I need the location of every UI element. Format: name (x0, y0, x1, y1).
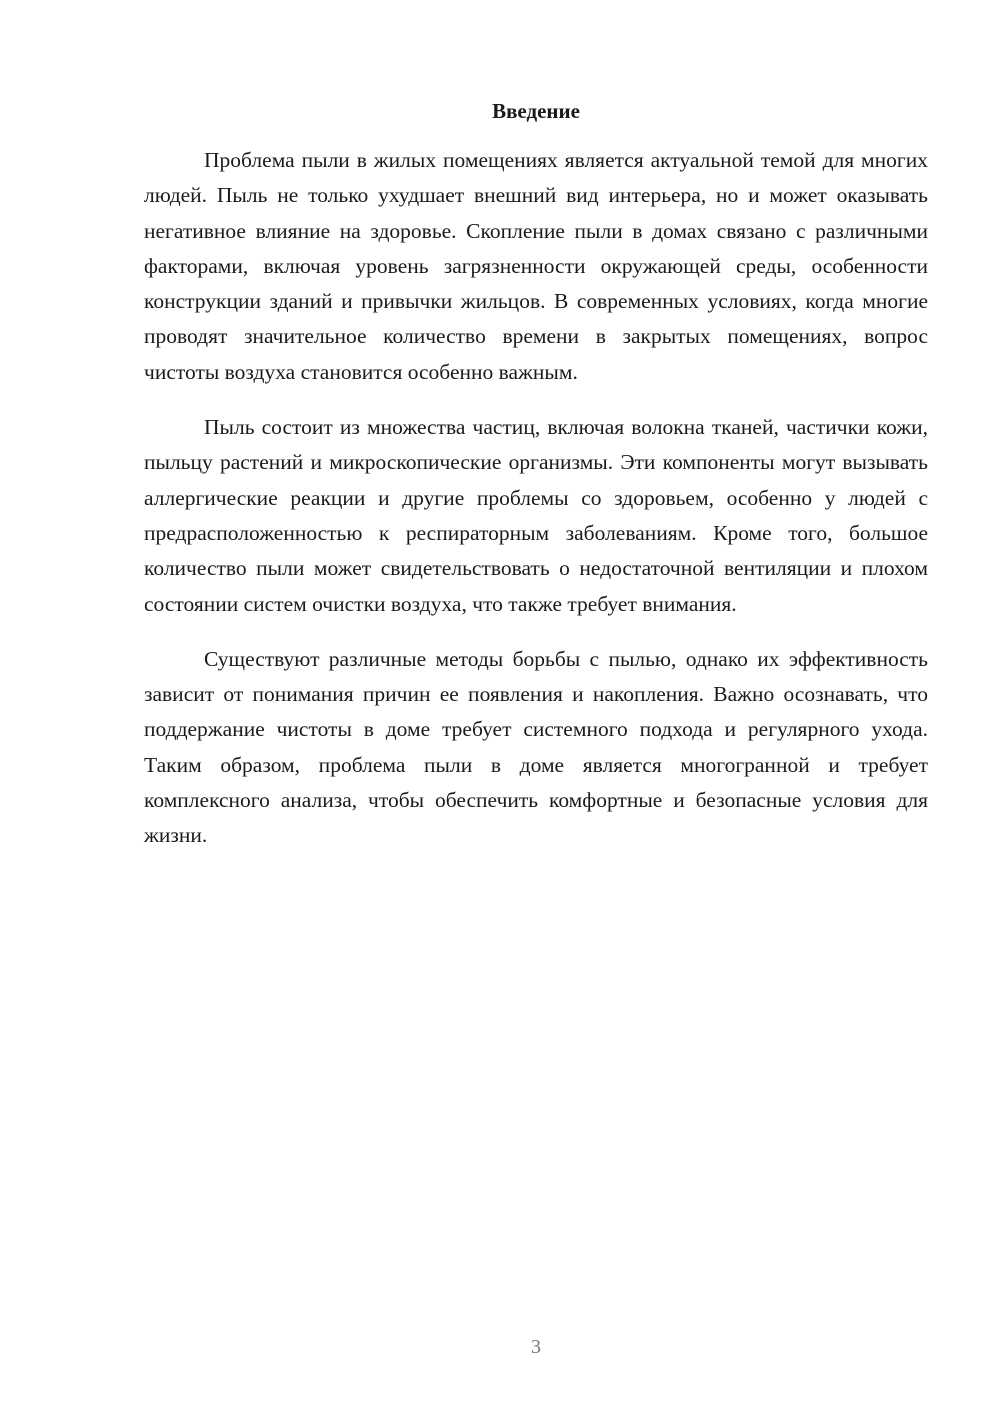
paragraph-3: Существуют различные методы борьбы с пылью, однако их эффективность зависит от понимания причин ее появления и накопления. Важно осознавать, что поддержание чистоты в доме требует системного подхода и регулярного ухода. Таким образом, проблема пыли в доме является многогранной и требует комплексного анализа, чтобы обеспечить комфортные и безопасные условия для жизни. (144, 646, 928, 848)
body-text (144, 143, 928, 874)
paragraph-2: Пыль состоит из множества частиц, включая волокна тканей, частички кожи, пыльцу растений и микроскопические организмы. Эти компоненты могут вызывать аллергические реакции и другие проблемы со здоровьем, особенно у людей с предрасположенностью к респираторным заболеваниям. Кроме того, большое количество пыли может свидетельствовать о недостаточной вентиляции и плохом состоянии систем очистки воздуха, что также требует внимания. (144, 415, 928, 616)
section-title: Введение (492, 99, 580, 123)
page-number: 3 (531, 1336, 541, 1358)
paragraph-1: Проблема пыли в жилых помещениях является актуальной темой для многих людей. Пыль не только ухудшает внешний вид интерьера, но и может оказывать негативное влияние на здоровье. Скопление пыли в домах связано с различными факторами, включая уровень загрязненности окружающей среды, особенности конструкции зданий и привычки жильцов. В современных условиях, когда многие проводят значительное количество времени в закрытых помещениях, вопрос чистоты воздуха становится особенно важным. (144, 148, 928, 384)
